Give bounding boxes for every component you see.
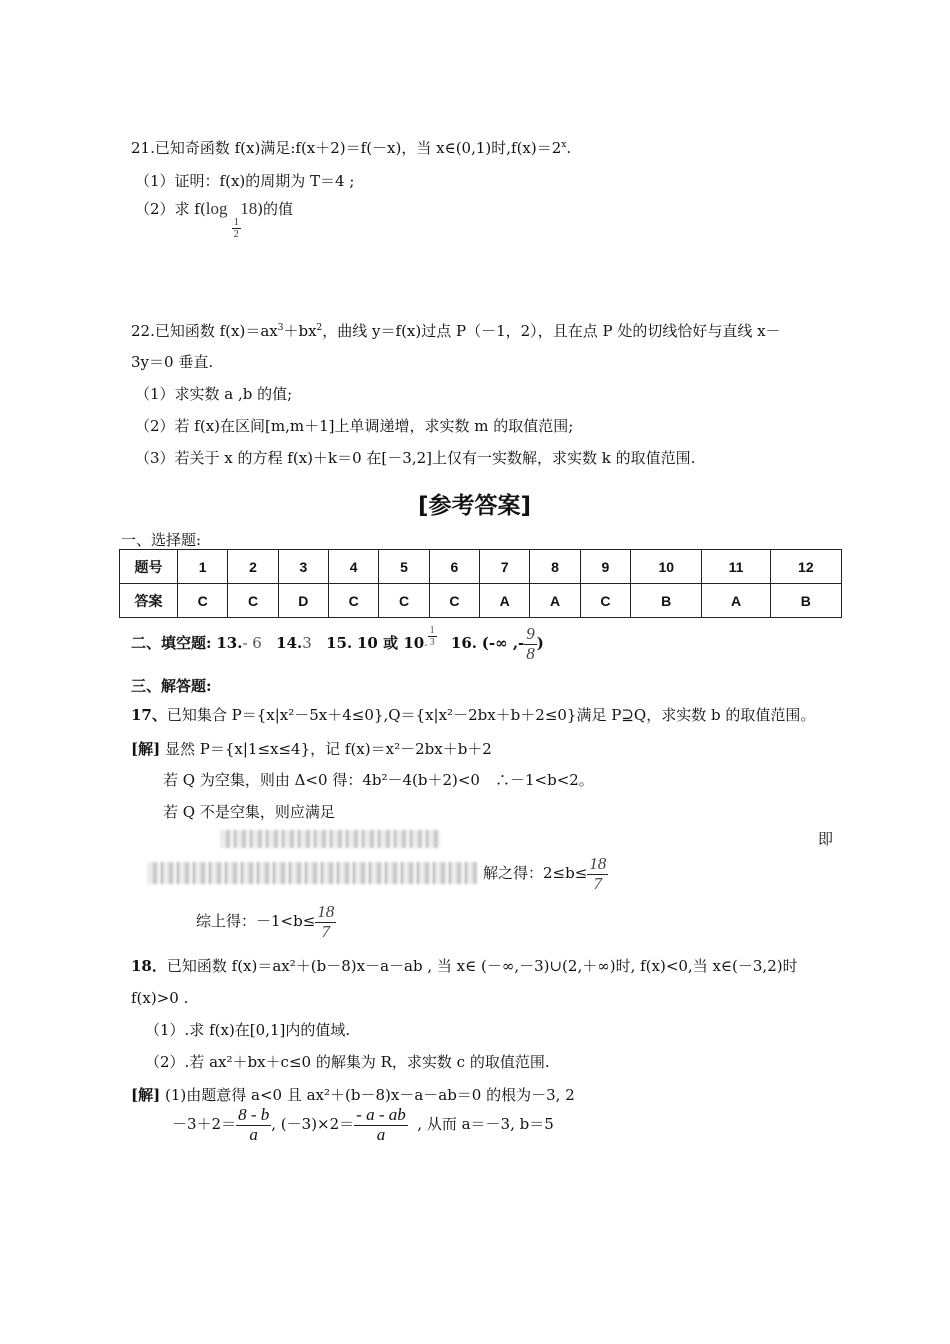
table-cell: A: [702, 584, 770, 618]
table-cell: C: [379, 584, 429, 618]
q22-part3: （3）若关于 x 的方程 f(x)＋k＝0 在[－3,2]上仅有一实数解，求实数 k 的取值范围.: [135, 449, 696, 467]
table-cell: 11: [702, 550, 770, 584]
table-cell: C: [429, 584, 479, 618]
blurred-formula-image: [147, 862, 477, 884]
fill-answers: 二、填空题: 13.- 6 14.3 15. 10 或 10- $\frac{1}{3}$ 16. (-∞ ,- $\frac{9}{8}$ ): [131, 624, 544, 663]
table-cell: 12: [770, 550, 841, 584]
log-expression: log $\frac{1}{2}$ 18: [205, 199, 258, 240]
table-cell: 10: [631, 550, 702, 584]
section-choice: 一、选择题:: [121, 531, 202, 549]
q17-solution-line1: [解] 显然 P＝{x|1≤x≤4}，记 f(x)＝x²－2bx＋b＋2: [131, 740, 492, 758]
q22-stem: 22.已知函数 $f(x)=ax^3+bx^2$，曲线 y＝f(x)过点 P（－1，2），且在点 P 处的切线恰好与直线 x－: [131, 322, 781, 340]
q18-part1: （1）.求 f(x)在[0,1]内的值域.: [145, 1021, 351, 1039]
blurred-formula-image: [220, 830, 440, 848]
answer-title: [参考答案]: [418, 493, 532, 519]
table-cell: 3: [278, 550, 328, 584]
q21-part1: （1）证明：f(x)的周期为 T＝4 ;: [135, 172, 355, 190]
table-cell: 6: [429, 550, 479, 584]
q17-ji: 即: [818, 830, 834, 848]
q22-part1: （1）求实数 a ,b 的值;: [135, 385, 293, 403]
table-cell: 7: [480, 550, 530, 584]
q22-part2: （2）若 f(x)在区间[m,m＋1]上单调递增，求实数 m 的取值范围;: [135, 417, 574, 435]
table-cell: 9: [580, 550, 630, 584]
q17-solution-line3: 若 Q 不是空集，则应满足: [163, 803, 335, 821]
q18-solution-line2: －3＋2＝ $\frac{8 - b}{a}$ , (－3)×2＝ $\frac{- a - ab}{a}$ , 从而 a＝－3, b＝5: [172, 1105, 554, 1144]
table-cell: C: [329, 584, 379, 618]
q21-stem: 21.已知奇函数 f(x)满足:f(x＋2)＝f(－x)，当 x∈(0,1)时$,f(x)=2^x$.: [131, 139, 572, 157]
q18-stem: 18．已知函数 f(x)＝ax²＋(b－8)x－a－ab , 当 x∈ (－∞,－3)∪(2,＋∞)时, f(x)<0,当 x∈(－3,2)时: [131, 957, 798, 975]
table-cell: 5: [379, 550, 429, 584]
q17-solution-line5: 综上得：－1<b≤ $\frac{18}{7}$: [196, 902, 335, 941]
table-cell: 8: [530, 550, 580, 584]
table-cell: C: [178, 584, 228, 618]
q17-stem: 17、已知集合 P＝{x|x²－5x＋4≤0},Q＝{x|x²－2bx＋b＋2≤0}满足 P⊇Q，求实数 b 的取值范围。: [131, 706, 816, 724]
q18-part2: （2）.若 ax²＋bx＋c≤0 的解集为 R，求实数 c 的取值范围.: [145, 1053, 550, 1071]
mc-answer-table: [119, 549, 842, 618]
table-cell: C: [228, 584, 278, 618]
q22-stem-line2: 3y＝0 垂直.: [131, 353, 214, 371]
section-solutions: 三、解答题:: [131, 677, 212, 695]
table-cell: 2: [228, 550, 278, 584]
table-cell: B: [631, 584, 702, 618]
q18-stem-line2: f(x)>0 .: [131, 989, 189, 1007]
table-header-cell: 答案: [120, 584, 178, 618]
table-cell: D: [278, 584, 328, 618]
q18-solution-line1: [解] (1)由题意得 a<0 且 ax²＋(b－8)x－a－ab＝0 的根为－3, 2: [131, 1086, 575, 1104]
table-cell: A: [530, 584, 580, 618]
table-cell: B: [770, 584, 841, 618]
q17-solution-line2: 若 Q 为空集，则由 Δ<0 得：4b²－4(b＋2)<0 ∴－1<b<2。: [163, 771, 594, 789]
table-row-answers: [120, 584, 842, 618]
q21-part2: （2）求 f(log $\frac{1}{2}$ 18)的值: [135, 199, 294, 240]
table-cell: C: [580, 584, 630, 618]
q17-solution-line4: 解之得：2≤b≤ $\frac{18}{7}$: [483, 854, 607, 893]
table-cell: A: [480, 584, 530, 618]
table-cell: 4: [329, 550, 379, 584]
table-cell: 1: [178, 550, 228, 584]
table-row-numbers: [120, 550, 842, 584]
table-header-cell: 题号: [120, 550, 178, 584]
